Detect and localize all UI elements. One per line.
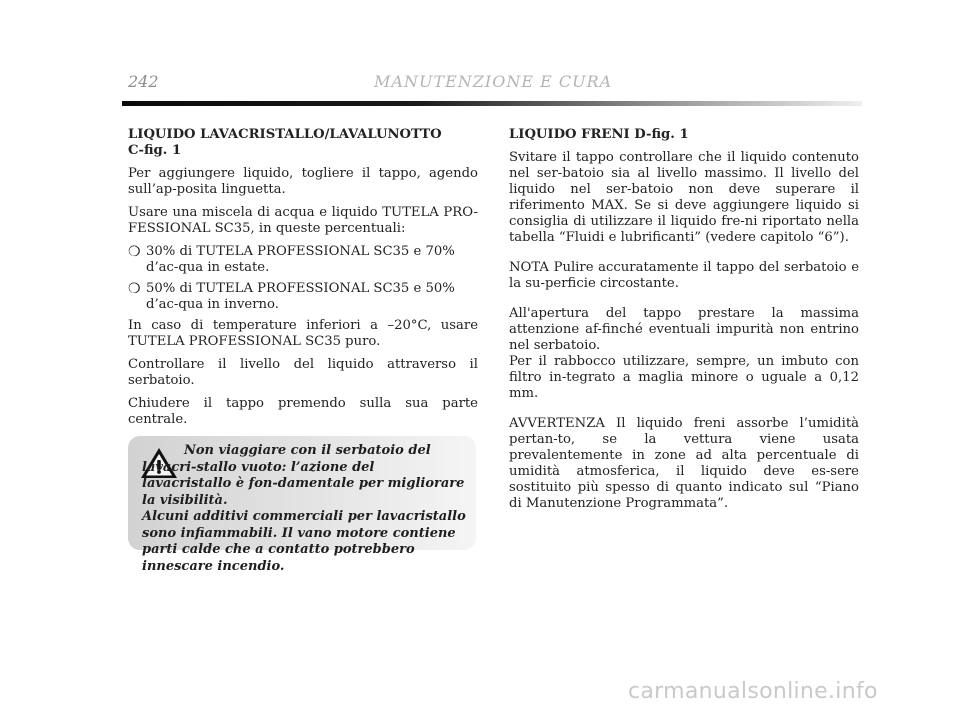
washer-fluid-para-5: Chiudere il tappo premendo sulla sua parte centrale.	[128, 396, 478, 427]
header-divider	[122, 101, 862, 106]
washer-fluid-heading-line2: C-fig. 1	[128, 143, 182, 158]
brake-fluid-note: NOTA Pulire accuratamente il tappo del serbatoio e la su-perficie circostante.	[509, 260, 859, 291]
brake-fluid-para-1: Svitare il tappo controllare che il liquido contenuto nel ser-batoio sia al livello massimo. Il livello del liquido nel ser-batoio non deve superare il riferimento MAX. Se si deve aggiungere liquido si consiglia di utilizzare il liquido fre-ni riportato nella tabella “Fluidi e lubrificanti” (vedere capitolo “6”).	[509, 150, 859, 245]
brake-fluid-para-3a: All'apertura del tappo prestare la massima attenzione af-finché eventuali impurità non entrino nel serbatoio.	[509, 306, 859, 353]
washer-fluid-heading	[128, 127, 478, 159]
brake-fluid-heading: LIQUIDO FRENI D-fig. 1	[509, 127, 689, 142]
list-item	[128, 244, 478, 276]
warning-box	[128, 436, 476, 574]
warning-line-2: Alcuni additivi commerciali per lavacristallo sono infiammabili. Il vano motore contiene parti calde che a contatto potrebbero innescare incendio.	[142, 509, 466, 574]
bullet-circle-icon: ❍	[128, 281, 141, 297]
list-item	[128, 281, 478, 313]
watermark: carmanualsonline.info	[628, 679, 878, 704]
brake-fluid-para-3b: Per il rabbocco utilizzare, sempre, un imbuto con filtro in-tegrato a maglia minore o uguale a 0,12 mm.	[509, 354, 859, 401]
washer-fluid-para-2: Usare una miscela di acqua e liquido TUTELA PRO-FESSIONAL SC35, in queste percentuali:	[128, 205, 478, 236]
washer-fluid-para-1: Per aggiungere liquido, togliere il tappo, agendo sull’ap-posita linguetta.	[128, 166, 478, 197]
brake-fluid-warning: AVVERTENZA Il liquido freni assorbe l’umidità pertan-to, se la vettura viene usata prevalentemente in zone ad alta percentuale di umidità atmosferica, il liquido deve es-sere sostituito più spesso di quanto indicato sul “Piano di Manutenzione Programmata”.	[509, 416, 859, 511]
warning-line-1: Non viaggiare con il serbatoio del lavacri-stallo vuoto: l’azione del lavacristallo è fon-damentale per migliorare la visibilità.	[142, 443, 465, 508]
section-title: MANUTENZIONE E CURA	[374, 72, 613, 91]
right-column	[509, 127, 859, 519]
left-column	[128, 127, 478, 435]
washer-fluid-para-4: Controllare il livello del liquido attraverso il serbatoio.	[128, 357, 478, 388]
warning-text	[142, 443, 467, 575]
washer-fluid-para-3: In caso di temperature inferiori a –20°C, usare TUTELA PROFESSIONAL SC35 puro.	[128, 318, 478, 349]
bullet-text-winter: 50% di TUTELA PROFESSIONAL SC35 e 50% d’ac-qua in inverno.	[146, 281, 455, 312]
washer-fluid-heading-line1: LIQUIDO LAVACRISTALLO/LAVALUNOTTO	[128, 127, 442, 142]
bullet-circle-icon: ❍	[128, 244, 141, 260]
page-number: 242	[128, 72, 159, 91]
bullet-text-summer: 30% di TUTELA PROFESSIONAL SC35 e 70% d’ac-qua in estate.	[146, 244, 455, 275]
